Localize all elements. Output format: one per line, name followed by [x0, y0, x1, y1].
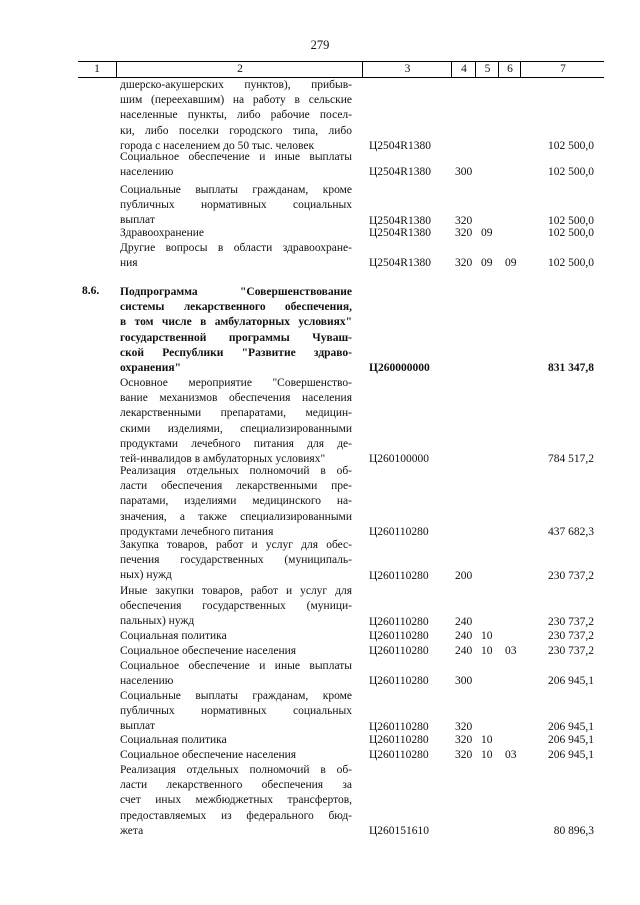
row-name-line: счет иных межбюджетных трансфертов,: [120, 794, 352, 807]
header-col-3: 3: [362, 62, 452, 77]
row-name-line: выплат: [120, 214, 155, 227]
target-article-code: Ц2504R1380: [369, 140, 431, 152]
target-article-code: Ц2504R1380: [369, 214, 431, 227]
target-article-code: Ц2504R1380: [369, 166, 431, 179]
target-article-code: Ц260110280: [369, 526, 429, 538]
row-name-line: ных) нужд: [120, 569, 172, 582]
header-col-6: 6: [498, 62, 521, 77]
amount: 230 737,2: [548, 615, 594, 628]
header-col-5: 5: [475, 62, 499, 77]
amount: 230 737,2: [548, 569, 594, 582]
row-name-line: города с населением до 50 тыс. человек: [120, 139, 315, 152]
target-article-code: Ц260110280: [369, 645, 429, 658]
row-name-line: государственной программы Чуваш-: [120, 331, 352, 344]
amount: 230 737,2: [548, 645, 594, 658]
amount: 206 945,1: [548, 734, 594, 747]
row-name-line: Основное мероприятие "Совершенство-: [120, 377, 352, 389]
row-name-line: ласти обеспечения лекарственными пре-: [120, 480, 352, 493]
row-name-line: пальных) нужд: [120, 615, 195, 628]
target-article-code: Ц260110280: [369, 720, 429, 733]
target-article-code: Ц260110280: [369, 675, 429, 688]
section: 10: [481, 734, 493, 747]
table-row: [0, 644, 640, 659]
expense-type: 200: [455, 569, 473, 582]
row-name-line: системы лекарственного обеспечения,: [120, 301, 352, 314]
header-col-2: 2: [116, 62, 363, 77]
row-name-line: Здравоохранение: [120, 227, 205, 239]
amount: 102 500,0: [548, 227, 594, 240]
row-name-line: Закупка товаров, работ и услуг для обес-: [120, 539, 352, 551]
expense-type: 320: [455, 734, 473, 747]
row-name-line: предоставляемых из федерального бюд-: [120, 809, 352, 822]
expense-type: 240: [455, 615, 473, 628]
row-name-line: дшерско-акушерских пунктов), прибыв-: [120, 79, 352, 91]
amount: 437 682,3: [548, 526, 594, 538]
amount: 102 500,0: [548, 140, 594, 152]
row-name-line: продуктами лечебного питания: [120, 525, 274, 538]
row-values: [0, 733, 640, 748]
row-name-line: охранения": [120, 362, 181, 375]
amount: 102 500,0: [548, 257, 594, 270]
table-row: [0, 241, 640, 271]
row-name-line: ки, либо поселки городского типа, либо: [120, 124, 352, 137]
row-name-line: Социальное обеспечение населения: [120, 645, 297, 657]
table-row: [0, 733, 640, 748]
expense-type: 320: [455, 749, 473, 762]
row-name-line: обеспечения государственных (муници-: [120, 600, 352, 613]
row-name-line: населению: [120, 166, 174, 179]
target-article-code: Ц2504R1380: [369, 227, 431, 240]
row-name-line: значения, а также специализированными: [120, 510, 352, 523]
row-values: [0, 748, 640, 763]
target-article-code: Ц260110280: [369, 630, 429, 643]
row-name-line: печения государственных (муниципаль-: [120, 554, 352, 567]
section: 10: [481, 749, 493, 762]
table-row: [0, 183, 640, 229]
amount: 102 500,0: [548, 166, 594, 179]
row-values: [0, 256, 640, 271]
row-name-line: ской Республики "Развитие здраво-: [120, 346, 352, 359]
subsection: 03: [505, 749, 517, 762]
row-name-line: ласти лекарственного обеспечения за: [120, 779, 352, 792]
expense-type: 320: [455, 227, 473, 240]
row-name-line: Социальные выплаты гражданам, кроме: [120, 184, 352, 196]
row-name-line: шим (переехавшим) на работу в сельские: [120, 94, 352, 107]
amount: 230 737,2: [548, 630, 594, 643]
subsection: 09: [505, 257, 517, 270]
table-row: [0, 689, 640, 735]
row-values: [0, 361, 640, 376]
row-name-line: публичных нормативных социальных: [120, 199, 352, 212]
table-row: [0, 78, 640, 154]
target-article-code: Ц260110280: [369, 569, 429, 582]
table-row: [0, 659, 640, 689]
amount: 102 500,0: [548, 214, 594, 227]
expense-type: 240: [455, 630, 473, 643]
row-number: 8.6.: [82, 285, 100, 297]
section: 09: [481, 257, 493, 270]
row-name-line: населенные пункты, либо рабочие посел-: [120, 109, 352, 122]
row-name-line: Социальная политика: [120, 630, 227, 642]
table-row: [0, 584, 640, 630]
section: 10: [481, 630, 493, 643]
expense-type: 320: [455, 214, 473, 227]
row-values: [0, 226, 640, 241]
row-name-line: Социальные выплаты гражданам, кроме: [120, 690, 352, 702]
row-name-line: Другие вопросы в области здравоохране-: [120, 242, 352, 254]
table-row: [0, 226, 640, 241]
row-name-line: Социальное обеспечение и иные выплаты: [120, 151, 352, 163]
table-row: [0, 376, 640, 467]
row-values: [0, 644, 640, 659]
row-name-line: вание механизмов обеспечения населения: [120, 392, 352, 405]
target-article-code: Ц260110280: [369, 749, 429, 762]
row-name-line: ния: [120, 257, 138, 270]
expense-type: 320: [455, 720, 473, 733]
subsection: 03: [505, 645, 517, 658]
row-name-line: выплат: [120, 720, 155, 733]
table-row: [0, 763, 640, 839]
table-row: [0, 285, 640, 376]
header-col-7: 7: [520, 62, 605, 77]
expense-type: 240: [455, 645, 473, 658]
row-name-line: в том числе в амбулаторных условиях": [120, 316, 352, 329]
target-article-code: Ц260100000: [369, 453, 430, 466]
row-name-line: Реализация отдельных полномочий в об-: [120, 764, 352, 776]
row-name-line: жета: [120, 824, 144, 837]
amount: 206 945,1: [548, 675, 594, 688]
row-name-line: Иные закупки товаров, работ и услуг для: [120, 585, 352, 597]
expense-type: 300: [455, 675, 473, 688]
row-name-line: Реализация отдельных полномочий в об-: [120, 465, 352, 477]
target-article-code: Ц2504R1380: [369, 257, 431, 270]
row-name-line: публичных нормативных социальных: [120, 705, 352, 718]
row-name-line: паратами, изделиями медицинского на-: [120, 495, 352, 508]
row-values: [0, 629, 640, 644]
row-name-line: Социальное обеспечение населения: [120, 749, 297, 761]
row-values: [0, 674, 640, 689]
row-values: [0, 824, 640, 839]
row-values: [0, 569, 640, 584]
target-article-code: Ц260110280: [369, 734, 429, 747]
amount: 206 945,1: [548, 749, 594, 762]
table-row: [0, 150, 640, 180]
table-row: [0, 538, 640, 584]
section: 09: [481, 227, 493, 240]
row-name-line: Подпрограмма "Совершенствование: [120, 286, 352, 298]
target-article-code: Ц260151610: [369, 825, 430, 837]
expense-type: 300: [455, 166, 473, 179]
row-name-line: населению: [120, 675, 174, 688]
row-name-line: продуктами лечебного питания для де-: [120, 437, 352, 450]
row-values: [0, 615, 640, 630]
row-name-line: лекарственными препаратами, медицин-: [120, 407, 352, 420]
amount: 784 517,2: [548, 453, 594, 466]
expense-type: 320: [455, 257, 473, 270]
amount: 80 896,3: [553, 825, 594, 837]
target-article-code: Ц260000000: [369, 362, 430, 375]
table-row: [0, 464, 640, 540]
amount: 206 945,1: [548, 720, 594, 733]
section: 10: [481, 645, 493, 658]
row-name-line: Социальное обеспечение и иные выплаты: [120, 660, 352, 672]
page-number: 279: [310, 38, 330, 52]
header-col-1: 1: [94, 63, 100, 75]
row-values: [0, 165, 640, 180]
row-name-line: скими изделиями, специализированными: [120, 422, 352, 435]
row-name-line: тей-инвалидов в амбулаторных условиях": [120, 453, 326, 466]
table-row: [0, 748, 640, 763]
amount: 831 347,8: [548, 362, 594, 375]
row-name-line: Социальная политика: [120, 734, 227, 746]
table-header: [78, 61, 604, 78]
table-row: [0, 629, 640, 644]
target-article-code: Ц260110280: [369, 615, 429, 628]
header-col-4: 4: [451, 62, 476, 77]
